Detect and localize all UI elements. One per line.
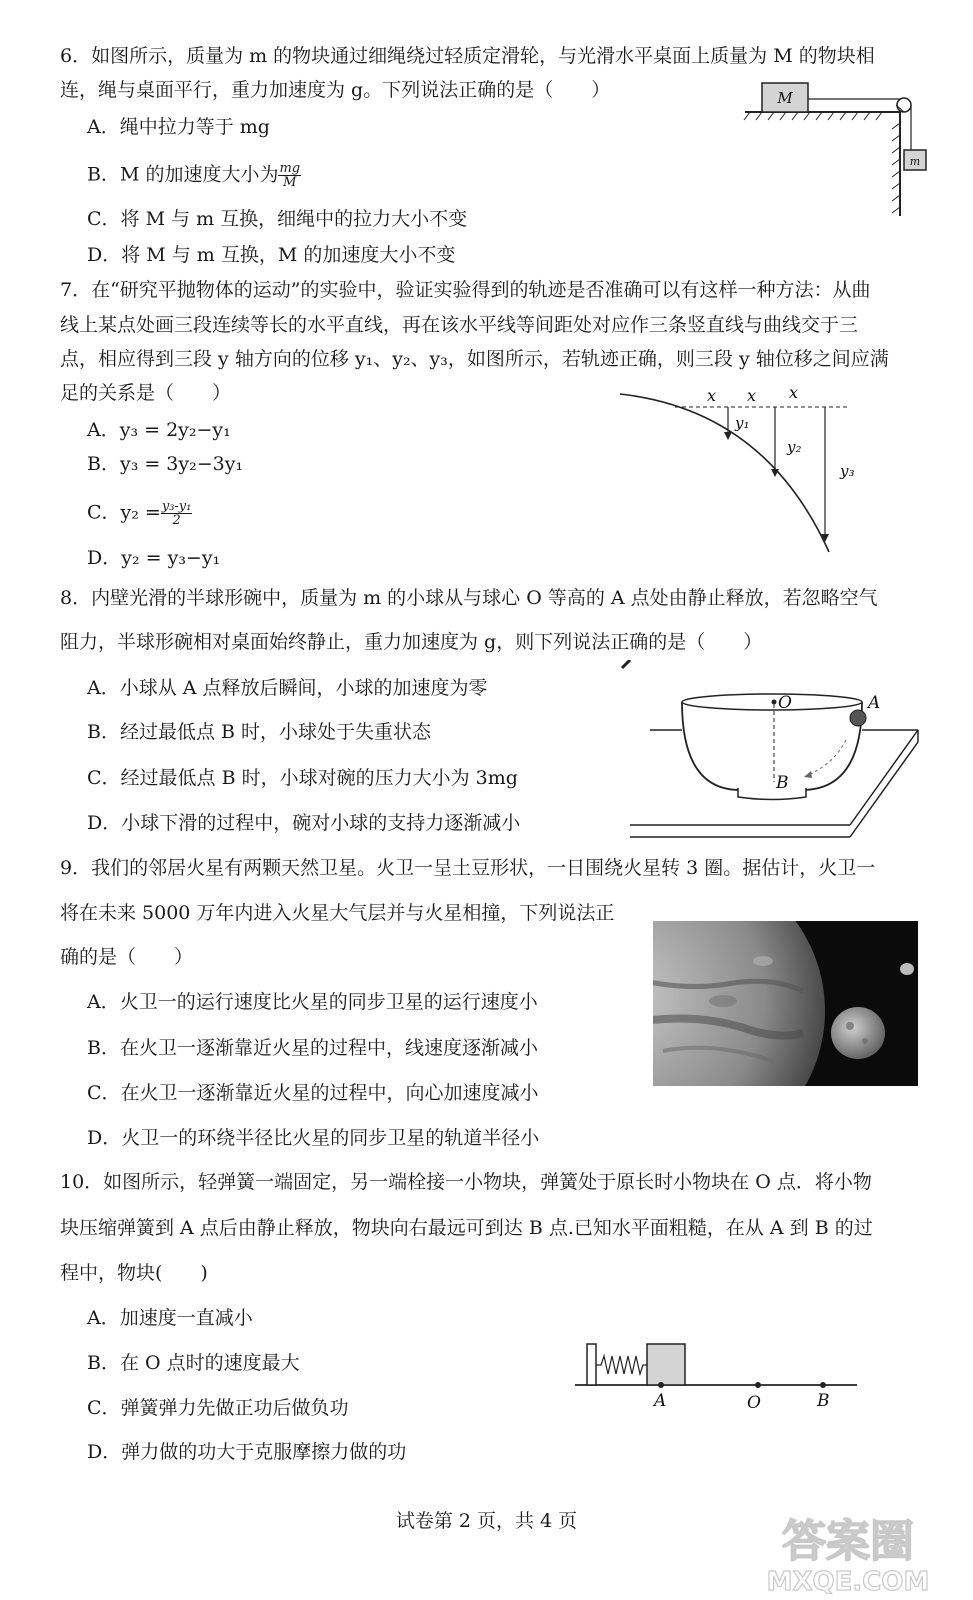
stray-mark (622, 660, 630, 668)
q6-option-d: D．将 M 与 m 互换，M 的加速度大小不变 (87, 244, 456, 266)
q8-option-d: D．小球下滑的过程中，碗对小球的支持力逐渐减小 (87, 812, 521, 834)
q9-option-c: C．在火卫一逐渐靠近火星的过程中，向心加速度减小 (87, 1082, 539, 1104)
q8-option-c: C．经过最低点 B 时，小球对碗的压力大小为 3mg (87, 767, 518, 789)
q8-option-b: B．经过最低点 B 时，小球处于失重状态 (87, 721, 432, 743)
q10-stem-line3: 程中，物块( ) (60, 1262, 208, 1284)
q6-fig-big-block-label: M (777, 89, 793, 107)
q10-fig-b-label: B (817, 1391, 830, 1411)
fraction-numerator: y₃-y₁ (161, 499, 192, 514)
q7-fig-y1: y₁ (735, 414, 750, 432)
q7-option-c-fraction (161, 500, 193, 527)
q7-option-d: D．y₂ = y₃−y₁ (87, 547, 221, 569)
q9-stem-line2: 将在未来 5000 万年内进入火星大气层并与火星相撞，下列说法正 (60, 902, 615, 924)
q6-stem-line1: 6．如图所示，质量为 m 的物块通过细绳绕过轻质定滑轮，与光滑水平桌面上质量为 M 的物块相 (60, 45, 875, 67)
q10-option-d: D．弹力做的功大于克服摩擦力做的功 (87, 1441, 407, 1463)
q6-option-b-text: B．M 的加速度大小为 (87, 163, 279, 186)
q7-fig-x3: x (789, 383, 799, 402)
q7-option-c (87, 500, 192, 527)
q10-option-a: A．加速度一直减小 (87, 1307, 253, 1329)
fraction-denominator: M (283, 175, 297, 190)
q6-pulley-figure (740, 78, 940, 218)
q7-fig-y2: y₂ (787, 438, 802, 456)
watermark-logo (743, 1508, 953, 1594)
q9-stem-line3: 确的是（ ） (60, 946, 194, 968)
q9-option-b: B．在火卫一逐渐靠近火星的过程中，线速度逐渐减小 (87, 1037, 538, 1059)
mars-moon-photo (653, 921, 918, 1086)
q8-fig-o-label: O (778, 693, 792, 713)
q7-stem-line1: 7．在“研究平抛物体的运动”的实验中，验证实验得到的轨迹是否准确可以有这样一种方法：从曲 (60, 279, 871, 301)
fraction-denominator: 2 (172, 513, 181, 528)
q8-stem-line1: 8．内壁光滑的半球形碗中，质量为 m 的小球从与球心 O 等高的 A 点处由静止释放，若忽略空气 (60, 587, 878, 609)
fraction-numerator: mg (279, 161, 301, 176)
q10-stem-line2: 块压缩弹簧到 A 点后由静止释放，物块向右最远可到达 B 点.已知水平面粗糙，在从 A 到 B 的过 (60, 1217, 873, 1239)
q6-option-b (87, 162, 301, 189)
q7-option-a: A．y₃ = 2y₂−y₁ (87, 419, 231, 441)
q7-fig-x1: x (707, 386, 717, 405)
q8-bowl-figure (610, 660, 930, 845)
q6-option-b-fraction (278, 162, 301, 189)
q7-option-c-text: C．y₂ = (87, 501, 161, 524)
q6-option-a: A．绳中拉力等于 mg (87, 116, 270, 138)
q7-stem-line2: 线上某点处画三段连续等长的水平直线，再在该水平线等间距处对应作三条竖直线与曲线交于三 (60, 314, 859, 336)
watermark-bottom-text: MXQE.COM (766, 1567, 930, 1594)
q10-fig-o-label: O (747, 1393, 761, 1413)
watermark-top-text: 答案圈 (782, 1516, 914, 1567)
q9-stem-line1: 9．我们的邻居火星有两颗天然卫星。火卫一呈土豆形状，一日围绕火星转 3 圈。据估计，火卫一 (60, 857, 876, 879)
q7-stem-line3: 点，相应得到三段 y 轴方向的位移 y₁、y₂、y₃，如图所示，若轨迹正确，则三段 y 轴位移之间应满 (60, 348, 889, 370)
q7-option-b: B．y₃ = 3y₂−3y₁ (87, 453, 244, 475)
q7-fig-y3: y₃ (840, 462, 855, 480)
q9-option-d: D．火卫一的环绕半径比火星的同步卫星的轨道半径小 (87, 1127, 540, 1149)
q6-fig-small-block-label: m (909, 155, 921, 168)
q9-option-a: A．火卫一的运行速度比火星的同步卫星的运行速度小 (87, 991, 538, 1013)
q8-stem-line2: 阻力，半球形碗相对桌面始终静止，重力加速度为 g，则下列说法正确的是（ ） (60, 631, 763, 653)
q6-stem-line2: 连，绳与桌面平行，重力加速度为 g。下列说法正确的是（ ） (60, 79, 611, 101)
q10-option-c: C．弹簧弹力先做正功后做负功 (87, 1397, 349, 1419)
q8-fig-a-label: A (868, 693, 881, 713)
q10-stem-line1: 10．如图所示，轻弹簧一端固定，另一端栓接一小物块，弹簧处于原长时小物块在 O 点．将小物 (60, 1171, 872, 1193)
q7-stem-line4: 足的关系是（ ） (60, 382, 232, 404)
q7-fig-x2: x (747, 386, 757, 405)
q8-fig-b-label: B (776, 773, 789, 793)
q7-trajectory-figure (615, 380, 865, 560)
q10-fig-a-label: A (654, 1391, 667, 1411)
q6-option-c: C．将 M 与 m 互换，细绳中的拉力大小不变 (87, 208, 468, 230)
q10-option-b: B．在 O 点时的速度最大 (87, 1352, 300, 1374)
page-footer: 试卷第 2 页，共 4 页 (395, 1510, 578, 1532)
q8-option-a: A．小球从 A 点释放后瞬间，小球的加速度为零 (87, 677, 488, 699)
q10-spring-figure (575, 1340, 860, 1415)
